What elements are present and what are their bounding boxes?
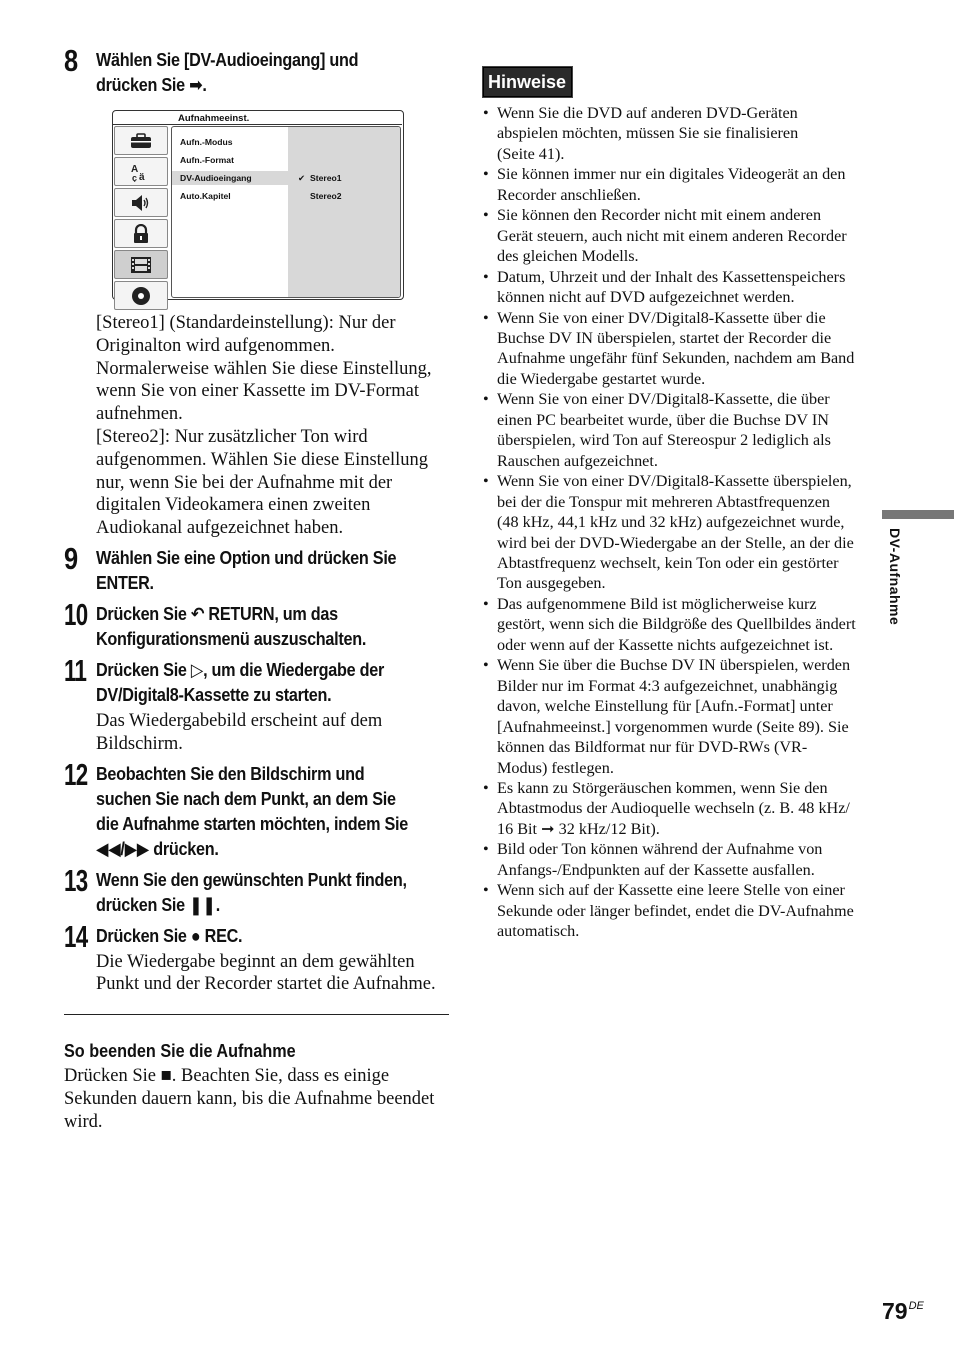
page-language-suffix: DE [908, 1300, 924, 1312]
step-number: 10 [64, 596, 88, 632]
language-icon [114, 157, 168, 186]
menu-item-aufn-format: Aufn.-Format [180, 155, 234, 165]
menu-option-stereo1 [298, 171, 342, 185]
speaker-icon [114, 188, 168, 217]
hinweise-label: Hinweise [483, 67, 572, 97]
step-heading: Wählen Sie eine Option und drücken Sie ENTER. [96, 547, 397, 593]
disc-icon [114, 281, 168, 310]
step-9 [64, 540, 450, 596]
step-heading: Wählen Sie [DV-Audioeingang] und drücken Sie ➡. [96, 50, 359, 95]
step-heading: Wenn Sie den gewünschten Punkt finden, drücken Sie ❚❚. [96, 869, 407, 915]
menu-options-pane [288, 127, 400, 297]
section-tab-marker [882, 510, 954, 519]
note-item: • Datum, Uhrzeit und der Inhalt des Kassettenspeichers können nicht auf DVD aufgezeichnet werden. [483, 267, 875, 308]
menu-option-label: Stereo1 [310, 173, 342, 183]
note-item: • Wenn Sie von einer DV/Digital8-Kassette, die über einen PC bearbeitet wurde, über die Buchse DV IN überspielen, wird Ton auf Stereospur 2 lediglich als Rauschen aufgezeichnet. [483, 389, 875, 471]
note-item: • Sie können immer nur ein digitales Videogerät an den Recorder anschließen. [483, 164, 875, 205]
step-14 [64, 918, 450, 997]
notes-list [483, 103, 875, 942]
step-number: 13 [64, 862, 88, 898]
menu-item-aufn-modus: Aufn.-Modus [180, 137, 233, 147]
step-number: 11 [64, 652, 87, 688]
toolbox-icon [114, 126, 168, 155]
note-item: • Wenn Sie von einer DV/Digital8-Kassette über die Buchse DV IN überspielen, startet der Recorder die Aufnahme ungefähr fünf Sekunden, nachdem am Band die Wiedergabe gestartet wurde. [483, 308, 875, 390]
step-10 [64, 596, 450, 652]
stop-recording-heading: So beenden Sie die Aufnahme [64, 1041, 296, 1062]
menu-divider [112, 124, 402, 125]
menu-title: Aufnahmeeinst. [178, 113, 250, 124]
step-8 [64, 43, 450, 540]
step-heading: Drücken Sie ↶ RETURN, um das Konfigurationsmenü auszuschalten. [96, 603, 367, 649]
step-12 [64, 756, 450, 862]
settings-menu-screenshot [112, 110, 404, 300]
step-number: 8 [64, 43, 78, 78]
step-heading: Drücken Sie ▷, um die Wiedergabe der DV/Digital8-Kassette zu starten. [96, 659, 384, 705]
step-number: 9 [64, 540, 78, 576]
note-item: • Es kann zu Störgeräuschen kommen, wenn Sie den Abtastmodus der Audioquelle wechseln (z. B. 48 kHz/ 16 Bit ➞ 32 kHz/12 Bit). [483, 778, 875, 839]
step-heading: Drücken Sie ● REC. [96, 925, 243, 946]
note-item: • Wenn sich auf der Kassette eine leere Stelle von einer Sekunde oder länger befindet, endet die DV-Aufnahme automatisch. [483, 880, 875, 941]
menu-item-dv-audioeingang: DV-Audioeingang [172, 171, 288, 185]
section-side-label: DV-Aufnahme [887, 528, 903, 626]
step-number: 12 [64, 756, 88, 792]
step-body: Die Wiedergabe beginnt an dem gewählten Punkt und der Recorder startet die Aufnahme. [96, 951, 436, 995]
right-column [483, 67, 875, 942]
svg-text:ä: ä [139, 171, 145, 182]
step-13 [64, 862, 450, 918]
svg-text:A: A [131, 163, 139, 175]
menu-option-stereo2 [310, 189, 342, 203]
step-body: [Stereo1] (Standardeinstellung): Nur der Originalton wird aufgenommen. Normalerweise wählen Sie diese Einstellung, wenn Sie von einer Kassette im DV-Format aufnehmen. [Stereo2]: Nur zusätzlicher Ton wird aufgenommen. Wählen Sie diese Einstellung nur, wenn Sie bei der Aufnahme mit der digitalen Videokamera einen zweiten Audiokanal aufgezeichnet haben. [96, 313, 432, 539]
check-icon: ✔ [298, 173, 306, 183]
note-item: • Bild oder Ton können während der Aufnahme von Anfangs-/Endpunkten auf der Kassette ausfallen. [483, 839, 875, 880]
page-number [882, 1298, 924, 1325]
note-item: • Das aufgenommene Bild ist möglicherweise kurz gestört, wenn sich die Bildgröße des Quellbildes ändert oder wenn auf der Kassette nichts aufgezeichnet ist. [483, 594, 875, 655]
step-number: 14 [64, 918, 88, 954]
menu-item-auto-kapitel: Auto.Kapitel [180, 191, 231, 201]
note-item: • Wenn Sie die DVD auf anderen DVD-Geräten abspielen möchten, müssen Sie sie finalisieren (Seite 41). [483, 103, 875, 164]
note-item: • Sie können den Recorder nicht mit einem anderen Gerät steuern, auch nicht mit einem anderen Recorder des gleichen Modells. [483, 205, 875, 266]
note-item: • Wenn Sie von einer DV/Digital8-Kassette überspielen, bei der die Tonspur mit mehreren Abtastfrequenzen (48 kHz, 44,1 kHz und 32 kHz) aufgezeichnet wurde, wird bei der DVD-Wiedergabe an der Stelle, an der die Abtastfrequenz wechselt, kein Ton oder ein gestörter Ton ausgegeben. [483, 471, 875, 594]
stop-recording-text: Drücken Sie ■. Beachten Sie, dass es einige Sekunden dauern kann, bis die Aufnahme beendet wird. [64, 1066, 435, 1132]
note-item: • Wenn Sie über die Buchse DV IN überspielen, werden Bilder nur im Format 4:3 aufgezeichnet, unabhängig davon, welche Einstellung für [Aufn.-Format] unter [Aufnahmeeinst.] vorgenommen wurde (Seite 89). Sie können das Bildformat nur für DVD-RWs (VR- Modus) festlegen. [483, 655, 875, 778]
step-body: Das Wiedergabebild erscheint auf dem Bildschirm. [96, 710, 383, 754]
menu-item-list [171, 126, 401, 298]
menu-option-label: Stereo2 [310, 191, 342, 201]
left-column [64, 43, 450, 1134]
film-icon [114, 250, 168, 279]
lock-icon [114, 219, 168, 248]
section-divider [64, 1014, 449, 1015]
step-heading: Beobachten Sie den Bildschirm und suchen Sie nach dem Punkt, an dem Sie die Aufnahme starten möchten, indem Sie ◀◀/▶▶ drücken. [96, 763, 409, 859]
page-number-value: 79 [882, 1298, 908, 1324]
step-11 [64, 652, 450, 756]
menu-icon-column [114, 126, 168, 312]
svg-text:ç: ç [132, 172, 138, 182]
